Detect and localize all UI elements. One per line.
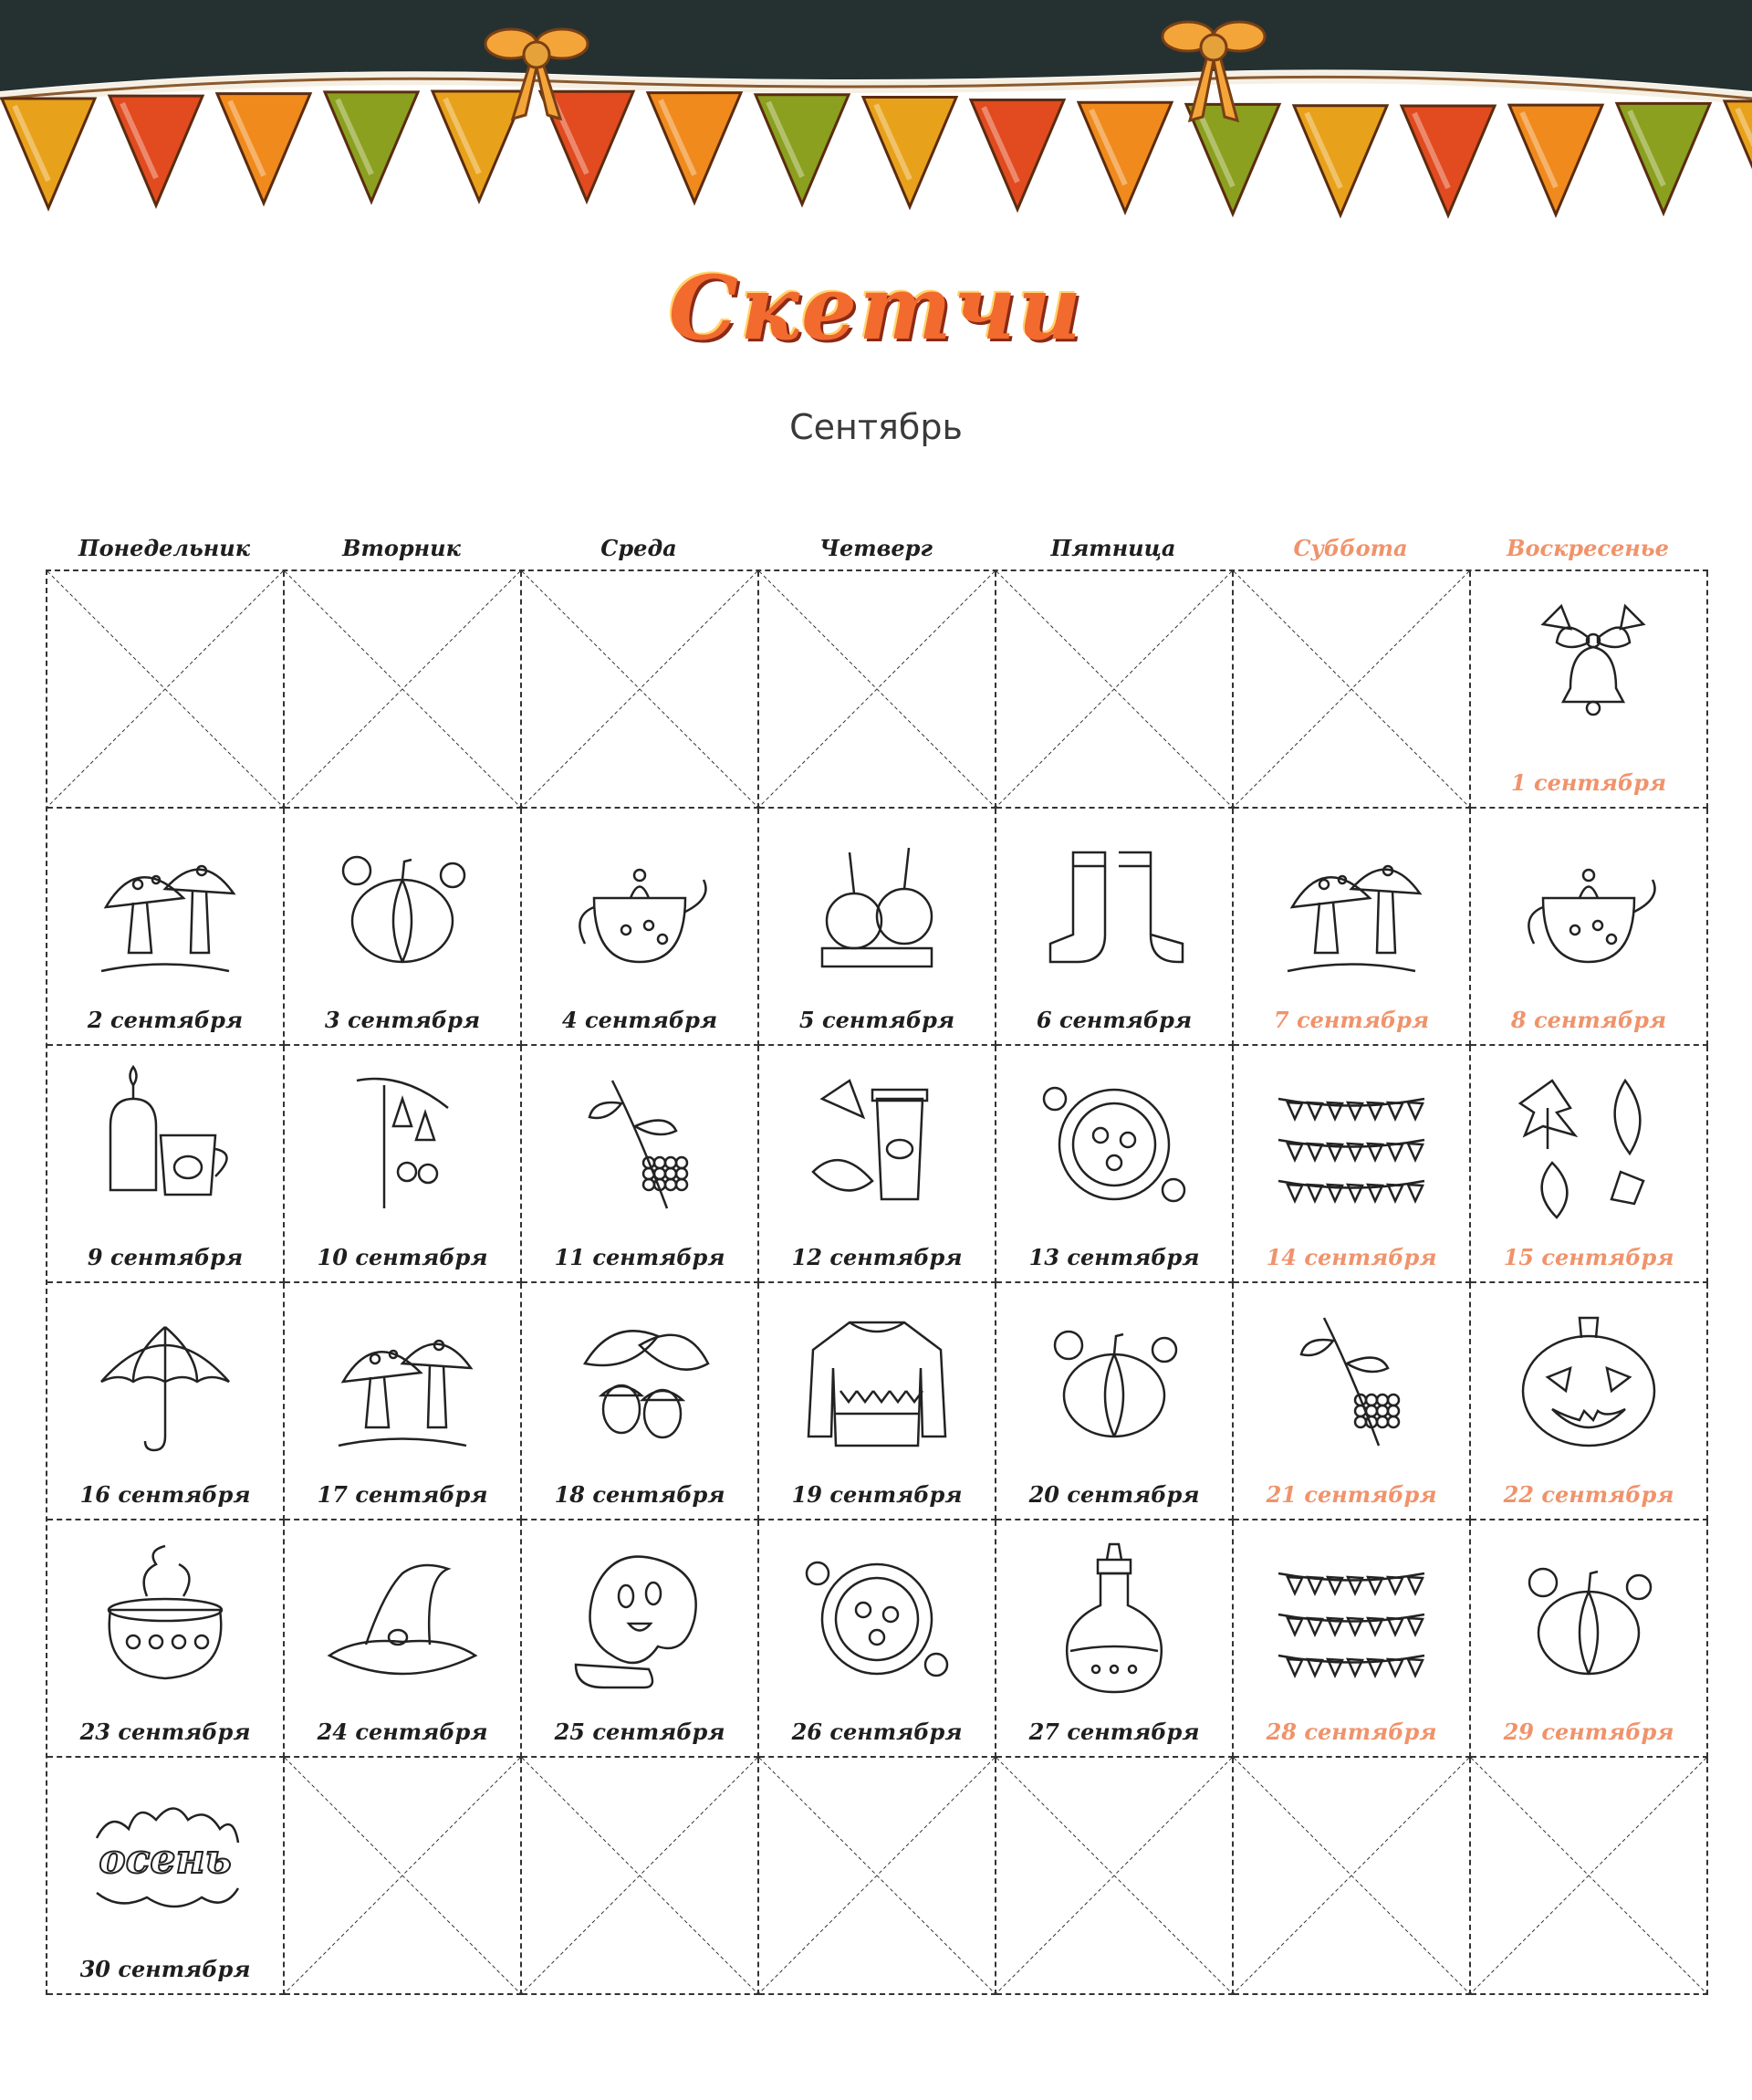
teapot-icon [558,825,722,989]
page-title: Скетчи [668,256,1084,360]
physalis-icon [320,1062,485,1227]
rowan-branch-icon [558,1062,722,1227]
day-cell [1234,1283,1471,1520]
mushrooms-icon [83,825,247,989]
empty-cell-cross [759,571,995,807]
empty-cell-cross [996,571,1232,807]
day-cell [1471,1520,1708,1758]
day-cell [285,1520,522,1758]
day-cell [47,809,285,1046]
day-cell [759,809,996,1046]
empty-cell [996,1758,1234,1995]
day-cell [996,1520,1234,1758]
day-label: 13 сентября [1028,1244,1200,1270]
tea-table-icon [1507,825,1671,989]
autumn-lettering: осень [99,1836,232,1883]
weekday-header [46,528,1706,569]
day-label: 17 сентября [317,1481,488,1508]
candle-cup-icon [83,1062,247,1227]
day-label: 29 сентября [1503,1719,1674,1745]
rubber-boots-icon [1032,825,1196,989]
day-label: 6 сентября [1036,1007,1193,1033]
empty-cell-cross [1234,1758,1469,1993]
berry-sprig-icon [1269,1300,1434,1464]
day-cell [759,1283,996,1520]
weekday-label: Воскресенье [1507,535,1669,561]
ghost-icon [558,1537,722,1701]
day-label: 30 сентября [79,1956,251,1982]
empty-cell [759,1758,996,1995]
day-label: 16 сентября [79,1481,251,1508]
day-label: 8 сентября [1510,1007,1667,1033]
day-label: 21 сентября [1266,1481,1437,1508]
bunting-banner [0,0,1752,228]
day-cell [759,1046,996,1283]
day-cell [522,1046,759,1283]
empty-cell-cross [759,1758,995,1993]
lantern-pumpkins-icon [1032,1300,1196,1464]
day-label: 3 сентября [324,1007,481,1033]
day-cell [996,1046,1234,1283]
halloween-plate-icon [795,1537,959,1701]
day-cell [996,809,1234,1046]
empty-cell-cross [285,571,520,807]
weekday-label: Понедельник [78,535,250,561]
day-label: 25 сентября [554,1719,725,1745]
day-label: 14 сентября [1266,1244,1437,1270]
potion-bottle-icon [1032,1537,1196,1701]
jack-o-lantern-icon [1507,1300,1671,1464]
day-label: 26 сентября [791,1719,963,1745]
day-cell [47,1283,285,1520]
day-label: 4 сентября [561,1007,718,1033]
cauldron-icon [83,1537,247,1701]
mushroom-leaves-icon [320,1300,485,1464]
day-label: 5 сентября [798,1007,955,1033]
pumpkins-group-icon [1507,1537,1671,1701]
day-label: 1 сентября [1510,769,1667,796]
empty-cell-cross [522,1758,757,1993]
autumn-lettering-icon [83,1774,247,1938]
empty-cell [1234,1758,1471,1995]
day-label: 28 сентября [1266,1719,1437,1745]
day-cell [47,1046,285,1283]
day-cell [522,1283,759,1520]
day-label: 9 сентября [87,1244,244,1270]
day-label: 10 сентября [317,1244,488,1270]
day-cell [47,1758,285,1995]
day-cell [996,1283,1234,1520]
day-label: 19 сентября [791,1481,963,1508]
empty-cell [47,571,285,809]
coffee-croissant-icon [795,1062,959,1227]
empty-cell [1471,1758,1708,1995]
empty-cell [1234,571,1471,809]
day-cell [1471,1046,1708,1283]
bunting-flag [1725,101,1752,211]
day-label: 12 сентября [791,1244,963,1270]
day-label: 2 сентября [87,1007,244,1033]
day-cell [47,1520,285,1758]
day-cell [1234,809,1471,1046]
empty-cell [522,571,759,809]
garlands-icon [1269,1062,1434,1227]
day-cell [1234,1046,1471,1283]
empty-cell [996,571,1234,809]
empty-cell [759,571,996,809]
month-subtitle: Сентябрь [789,407,963,447]
witch-hat-icon [320,1537,485,1701]
weekday-label: Четверг [819,535,933,561]
weekday-label: Пятница [1050,535,1176,561]
empty-cell-cross [47,571,283,807]
empty-cell-cross [285,1758,520,1993]
porcini-mushrooms-icon [1269,825,1434,989]
empty-cell-cross [522,571,757,807]
day-cell [1471,571,1708,809]
pie-icon [1032,1062,1196,1227]
acorns-icon [558,1300,722,1464]
day-label: 22 сентября [1503,1481,1674,1508]
day-cell [522,809,759,1046]
title-container [0,256,1752,360]
day-label: 27 сентября [1028,1719,1200,1745]
day-label: 18 сентября [554,1481,725,1508]
pumpkin-flowers-icon [320,825,485,989]
empty-cell [285,571,522,809]
day-label: 24 сентября [317,1719,488,1745]
day-label: 7 сентября [1273,1007,1430,1033]
sweater-icon [795,1300,959,1464]
leaves-icon [1507,1062,1671,1227]
umbrella-icon [83,1300,247,1464]
halloween-garlands-icon [1269,1537,1434,1701]
candy-apples-icon [795,825,959,989]
weekday-label: Среда [600,535,677,561]
calendar-grid [46,569,1708,1995]
bell-bow-icon [1507,588,1671,752]
calendar [46,528,1706,1995]
day-label: 15 сентября [1503,1244,1674,1270]
empty-cell [285,1758,522,1995]
weekday-label: Суббота [1293,535,1408,561]
day-label: 11 сентября [554,1244,725,1270]
day-cell [285,1283,522,1520]
empty-cell-cross [996,1758,1232,1993]
empty-cell [522,1758,759,1995]
day-cell [285,809,522,1046]
weekday-label: Вторник [342,535,461,561]
day-cell [759,1520,996,1758]
day-cell [1471,1283,1708,1520]
day-cell [285,1046,522,1283]
day-label: 23 сентября [79,1719,251,1745]
empty-cell-cross [1234,571,1469,807]
day-cell [522,1520,759,1758]
day-cell [1234,1520,1471,1758]
empty-cell-cross [1471,1758,1706,1993]
day-cell [1471,809,1708,1046]
day-label: 20 сентября [1028,1481,1200,1508]
